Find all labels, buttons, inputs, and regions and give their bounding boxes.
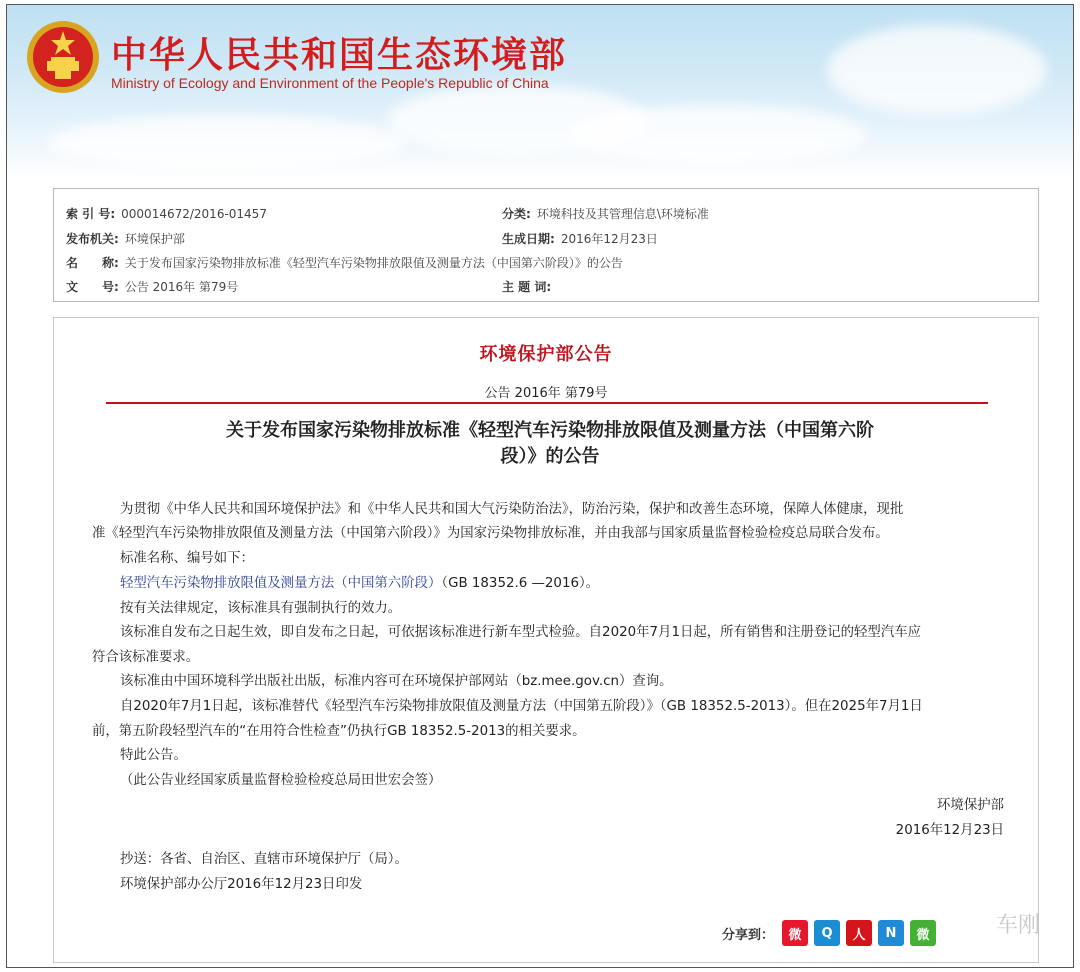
signature-date: 2016年12月23日: [895, 823, 1004, 838]
meta-name-label: 名 称:: [66, 256, 119, 270]
announcement-number: 公告 2016年 第79号: [484, 386, 608, 401]
printed-line: 环境保护部办公厅2016年12月23日印发: [120, 877, 363, 892]
meta-date: [502, 230, 658, 247]
paragraph-1-line2: 准《轻型汽车污染物排放限值及测量方法（中国第六阶段）》为国家污染物排放标准，并由我部与国家质量监督检验检疫总局联合发布。: [92, 526, 889, 541]
meta-name-value: 关于发布国家污染物排放标准《轻型汽车污染物排放限值及测量方法（中国第六阶段）》的公告: [124, 256, 623, 270]
announcement-heading: 环境保护部公告: [479, 344, 613, 365]
meta-date-value: 2016年12月23日: [560, 232, 658, 246]
kaixin-icon[interactable]: N: [878, 920, 904, 946]
meta-date-label: 生成日期:: [502, 232, 555, 246]
standard-link[interactable]: 轻型汽车污染物排放限值及测量方法（中国第六阶段）: [120, 576, 442, 591]
announcement-title-line2: 段）》的公告: [500, 446, 600, 467]
tencent-weibo-icon[interactable]: Q: [814, 920, 840, 946]
meta-keywords: [502, 278, 557, 295]
announcement-title-line1: 关于发布国家污染物排放标准《轻型汽车污染物排放限值及测量方法（中国第六阶: [226, 420, 874, 441]
paragraph-5-line1: 该标准自发布之日起生效，即自发布之日起，可依据该标准进行新车型式检验。自2020年7月1日起，所有销售和注册登记的轻型汽车应: [120, 625, 921, 640]
signature-org: 环境保护部: [937, 798, 1004, 813]
national-emblem-icon: [25, 19, 101, 95]
meta-issuer-label: 发布机关:: [66, 232, 119, 246]
document-meta-box: [53, 188, 1039, 302]
paragraph-9: （此公告业经国家质量监督检验检疫总局田世宏会签）: [120, 773, 442, 788]
wechat-icon[interactable]: 微: [910, 920, 936, 946]
paragraph-3: [120, 572, 599, 597]
paragraph-5-line2: 符合该标准要求。: [92, 650, 200, 665]
renren-icon[interactable]: 人: [846, 920, 872, 946]
paragraph-7-line1: 自2020年7月1日起，该标准替代《轻型汽车污染物排放限值及测量方法（中国第五阶段）》（GB 18352.5-2013）。但在2025年7月1日: [120, 699, 923, 714]
meta-index: [66, 205, 267, 222]
announcement-article: [53, 317, 1039, 963]
paragraph-8: 特此公告。: [120, 748, 187, 763]
meta-category: [502, 205, 709, 222]
red-divider: [106, 402, 988, 404]
paragraph-4: 按有关法律规定，该标准具有强制执行的效力。: [120, 601, 402, 616]
paragraph-6: 该标准由中国环境科学出版社出版，标准内容可在环境保护部网站（bz.mee.gov.cn）查询。: [120, 674, 673, 689]
watermark: 车刚: [995, 913, 1040, 938]
meta-category-label: 分类:: [502, 207, 531, 221]
meta-category-value: 环境科技及其管理信息\环境标准: [536, 207, 709, 221]
announcement-title: [170, 418, 930, 470]
meta-keywords-label: 主 题 词:: [502, 280, 552, 294]
meta-docno-label: 文 号:: [66, 280, 119, 294]
paragraph-7-line2: 前，第五阶段轻型汽车的“在用符合性检查”仍执行GB 18352.5-2013的相关要求。: [92, 724, 586, 739]
meta-issuer-value: 环境保护部: [124, 232, 185, 246]
cc-line: 抄送：各省、自治区、直辖市环境保护厅（局）。: [120, 852, 408, 867]
site-header: [7, 5, 1073, 180]
meta-docno-value: 公告 2016年 第79号: [124, 280, 239, 294]
meta-name: [66, 254, 623, 271]
weibo-icon[interactable]: 微: [782, 920, 808, 946]
standard-code: （GB 18352.6 —2016）。: [441, 576, 600, 591]
site-title[interactable]: 中华人民共和国生态环境部: [111, 35, 568, 76]
meta-docno: [66, 278, 238, 295]
meta-index-label: 索 引 号:: [66, 207, 116, 221]
meta-index-value: 000014672/2016-01457: [121, 207, 267, 221]
paragraph-2: 标准名称、编号如下：: [120, 551, 254, 566]
page-frame: [6, 4, 1074, 968]
share-label: 分享到：: [722, 928, 775, 943]
site-subtitle: Ministry of Ecology and Environment of the People's Republic of China: [111, 75, 549, 91]
meta-issuer: [66, 230, 185, 247]
paragraph-1-line1: 为贯彻《中华人民共和国环境保护法》和《中华人民共和国大气污染防治法》，防治污染，保护和改善生态环境，保障人体健康，现批: [120, 502, 904, 517]
share-icons: [782, 920, 936, 946]
